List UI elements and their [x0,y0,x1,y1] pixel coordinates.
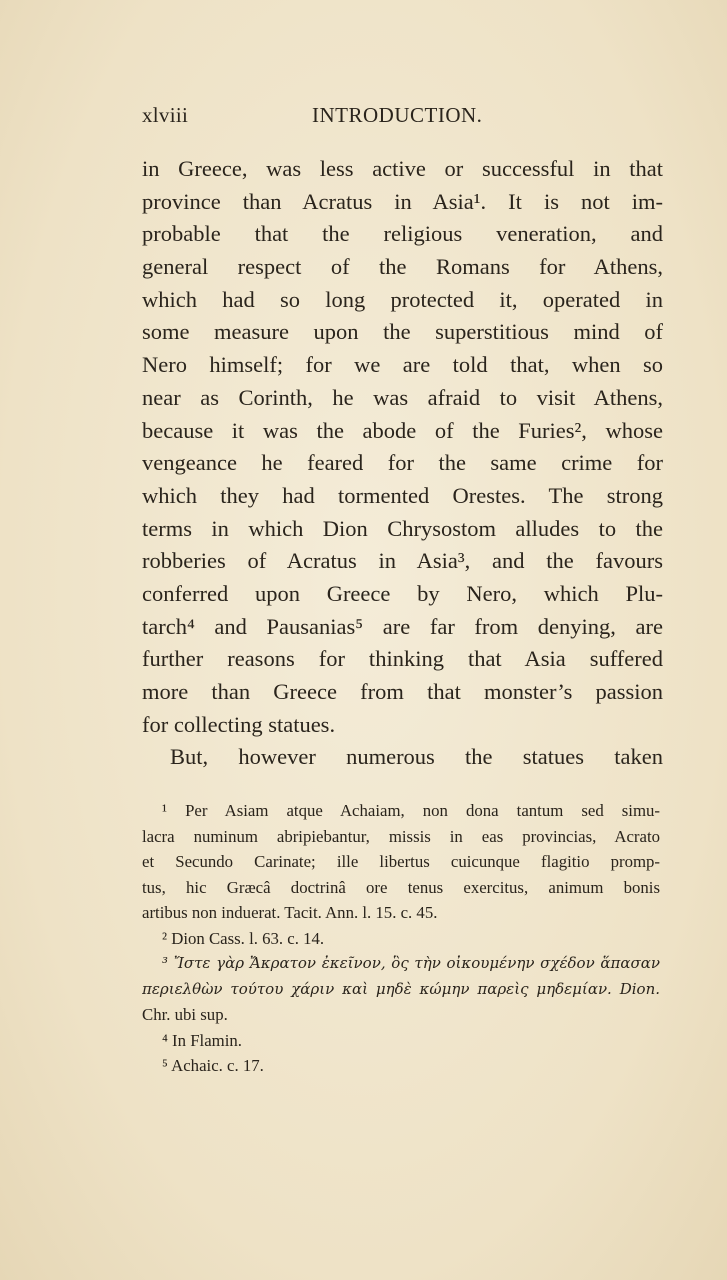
text-line: in Greece, was less active or successful in that [142,156,663,181]
running-head [142,103,662,131]
text-line: tarch⁴ and Pausanias⁵ are far from denying, are [142,613,663,639]
running-title: INTRODUCTION. [312,103,483,127]
footnote-line: lacra numinum abripiebantur, missis in eas provincias, Acrato [142,826,660,846]
text-line: near as Corinth, he was afraid to visit Athens, [142,384,663,410]
footnote-line: ⁴ In Flamin. [162,1030,242,1050]
footnote-line: ³ Ἴστε γὰρ Ἄκρατον ἐκεῖνον, ὃς τὴν οἰκουμένην σχέδον ἅπασαν [162,954,660,972]
footnotes [142,798,660,1079]
main-text [142,153,663,774]
page-number: xlviii [142,103,189,127]
text-line: further reasons for thinking that Asia suffered [142,646,663,672]
text-line: vengeance he feared for the same crime for [142,450,663,476]
text-line: because it was the abode of the Furies², whose [142,417,663,443]
footnote-line: ² Dion Cass. l. 63. c. 14. [162,928,325,948]
footnote-line: ⁵ Achaic. c. 17. [162,1056,264,1075]
text-line: for collecting statues. [142,711,336,737]
text-line: some measure upon the superstitious mind of [142,319,663,345]
text-line: general respect of the Romans for Athens, [142,254,663,280]
text-line: province than Acratus in Asia¹. It is not im- [142,188,663,214]
footnote-line: ¹ Per Asiam atque Achaiam, non dona tantum sed simu- [162,801,660,820]
footnote-line: et Secundo Carinate; ille libertus cuicunque flagitio promp- [142,852,660,871]
footnote-line: tus, hic Græcâ doctrinâ ore tenus exercitus, animum bonis [142,877,660,897]
text-line: more than Greece from that monster’s passion [142,679,663,704]
footnote-line: artibus non induerat. Tacit. Ann. l. 15. c. 45. [142,903,438,922]
text-line: terms in which Dion Chrysostom alludes to the [142,515,663,541]
text-line: Nero himself; for we are told that, when so [142,352,663,378]
footnote-line: περιελθὼν τούτου χάριν καὶ μηδὲ κώμην παρεὶς μηδεμίαν. Dion. [142,979,660,998]
footnote-line: Chr. ubi sup. [142,1005,228,1024]
text-line: robberies of Acratus in Asia³, and the favours [142,548,663,574]
text-line: which they had tormented Orestes. The strong [142,482,663,508]
text-line: conferred upon Greece by Nero, which Plu- [142,580,663,606]
text-line: probable that the religious veneration, and [142,221,663,247]
text-line: which had so long protected it, operated in [142,286,663,312]
text-line: But, however numerous the statues taken [170,744,663,770]
